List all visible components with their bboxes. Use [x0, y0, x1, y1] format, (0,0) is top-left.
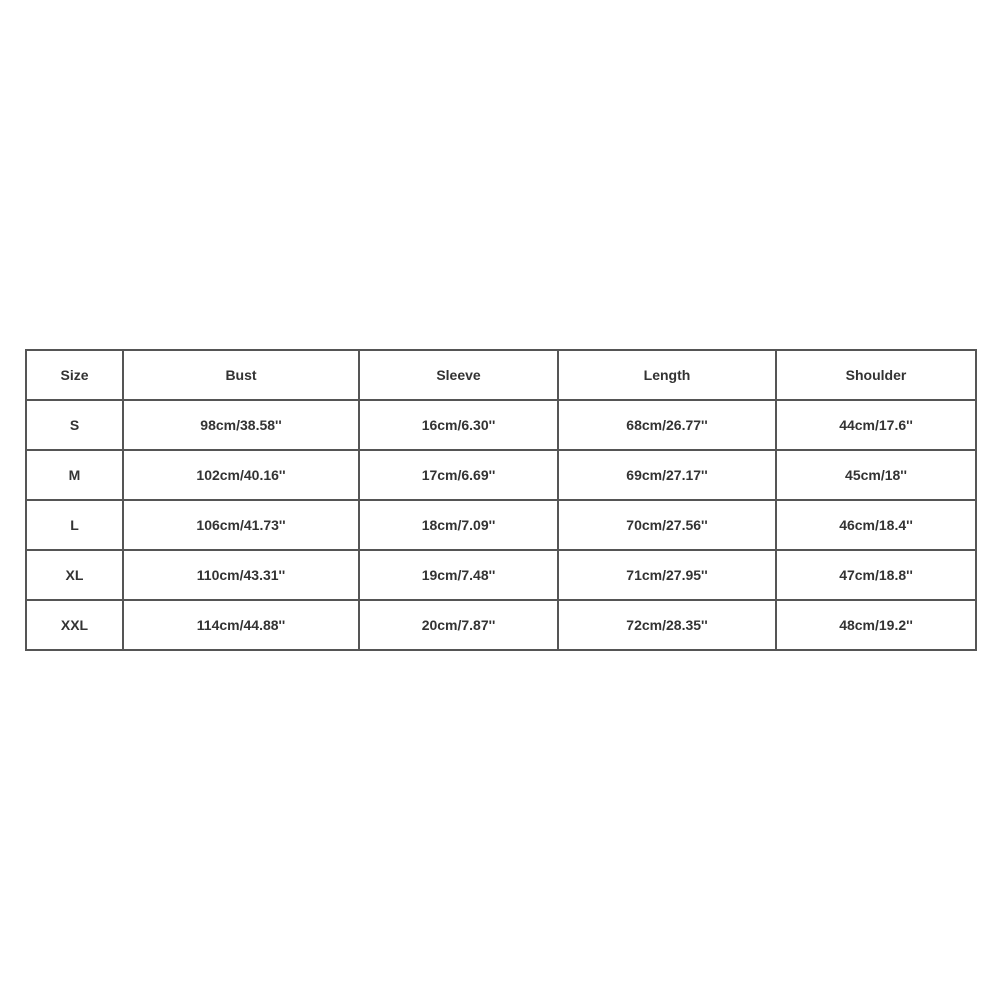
header-length: Length	[558, 350, 776, 400]
shoulder-cell: 47cm/18.8''	[776, 550, 976, 600]
sleeve-cell: 18cm/7.09''	[359, 500, 558, 550]
header-bust: Bust	[123, 350, 359, 400]
sleeve-cell: 20cm/7.87''	[359, 600, 558, 650]
length-cell: 71cm/27.95''	[558, 550, 776, 600]
length-cell: 69cm/27.17''	[558, 450, 776, 500]
table-row	[26, 550, 976, 600]
sleeve-cell: 19cm/7.48''	[359, 550, 558, 600]
shoulder-cell: 46cm/18.4''	[776, 500, 976, 550]
length-cell: 72cm/28.35''	[558, 600, 776, 650]
table-row	[26, 400, 976, 450]
header-shoulder: Shoulder	[776, 350, 976, 400]
bust-cell: 106cm/41.73''	[123, 500, 359, 550]
sleeve-cell: 16cm/6.30''	[359, 400, 558, 450]
table-row	[26, 500, 976, 550]
shoulder-cell: 45cm/18''	[776, 450, 976, 500]
size-cell: XL	[26, 550, 123, 600]
bust-cell: 110cm/43.31''	[123, 550, 359, 600]
size-cell: XXL	[26, 600, 123, 650]
sleeve-cell: 17cm/6.69''	[359, 450, 558, 500]
size-cell: M	[26, 450, 123, 500]
shoulder-cell: 44cm/17.6''	[776, 400, 976, 450]
size-cell: L	[26, 500, 123, 550]
bust-cell: 114cm/44.88''	[123, 600, 359, 650]
header-row	[26, 350, 976, 400]
shoulder-cell: 48cm/19.2''	[776, 600, 976, 650]
header-sleeve: Sleeve	[359, 350, 558, 400]
bust-cell: 102cm/40.16''	[123, 450, 359, 500]
length-cell: 68cm/26.77''	[558, 400, 776, 450]
bust-cell: 98cm/38.58''	[123, 400, 359, 450]
length-cell: 70cm/27.56''	[558, 500, 776, 550]
size-cell: S	[26, 400, 123, 450]
table-row	[26, 600, 976, 650]
table-row	[26, 450, 976, 500]
header-size: Size	[26, 350, 123, 400]
size-chart-table	[25, 349, 977, 651]
